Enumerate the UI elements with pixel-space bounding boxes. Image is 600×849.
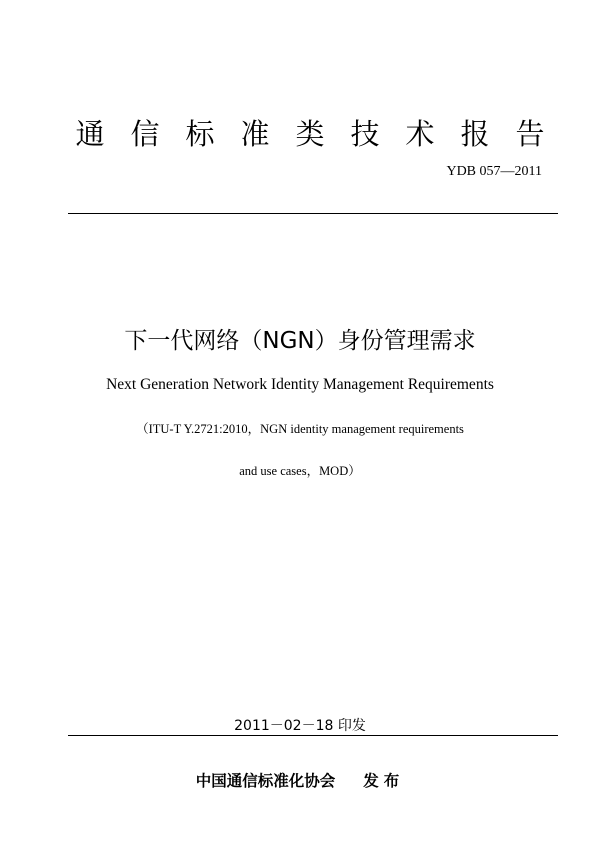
report-type-char-6: 技: [350, 117, 380, 151]
equivalence-line-1: （ITU-T Y.2721:2010，NGN identity management requirements: [136, 422, 464, 436]
publish-label: 发布: [363, 772, 405, 790]
report-type-char-9: 告: [515, 117, 545, 151]
publisher-line: [0, 770, 600, 792]
report-type-char-8: 报: [460, 117, 490, 151]
publisher-name: 中国通信标准化协会: [195, 772, 336, 790]
report-type-char-7: 术: [405, 117, 435, 151]
report-type-char-4: 准: [240, 117, 270, 151]
report-type-heading: [0, 112, 600, 156]
report-type-char-1: 通: [75, 117, 105, 151]
chinese-title: 下一代网络（NGN）身份管理需求: [124, 328, 476, 354]
bottom-divider: [68, 735, 558, 736]
report-type-char-3: 标: [185, 117, 215, 151]
report-type-char-2: 信: [130, 117, 160, 151]
top-divider: [68, 213, 558, 214]
print-date: 2011－02－18 印发: [234, 718, 366, 734]
report-type-char-5: 类: [295, 117, 325, 151]
document-number: YDB 057—2011: [446, 164, 542, 179]
english-title: Next Generation Network Identity Management Requirements: [106, 376, 494, 393]
equivalence-line-2: and use cases，MOD）: [239, 464, 361, 478]
